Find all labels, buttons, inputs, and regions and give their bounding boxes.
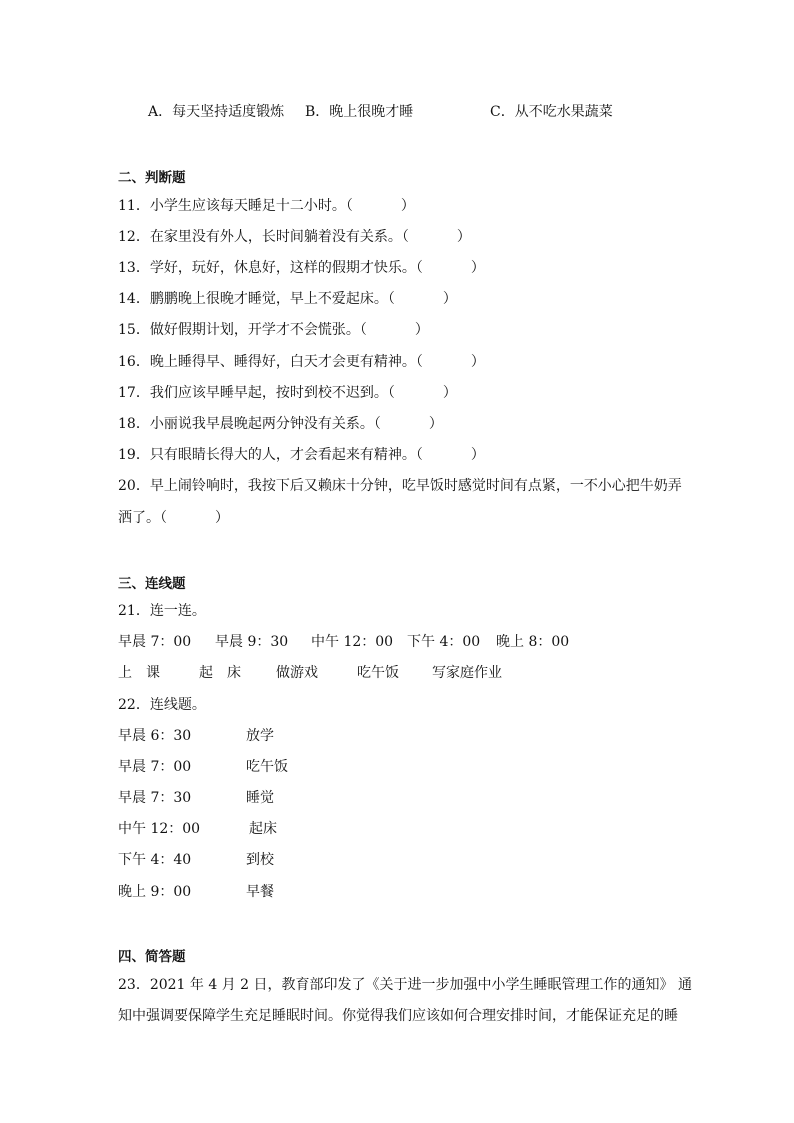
- question-18: [118, 417, 443, 431]
- q22-activity-4: 起床: [249, 821, 277, 837]
- question-text: 17．我们应该早睡早起，按时到校不迟到。（: [118, 385, 395, 401]
- q22-time-6: 晚上 9：00: [118, 884, 192, 900]
- option-c: C．从不吃水果蔬菜: [490, 104, 613, 120]
- option-b: B．晚上很晚才睡: [305, 104, 414, 120]
- question-text: 18．小丽说我早晨晚起两分钟没有关系。（: [118, 416, 381, 432]
- question-16: [118, 355, 485, 369]
- question-11: [118, 199, 415, 213]
- q22-time-2: 早晨 7：00: [118, 759, 192, 775]
- question-text: 15．做好假期计划，开学才不会慌张。（: [118, 322, 367, 338]
- answer-paren-close: ）: [470, 447, 485, 463]
- answer-paren-close: ）: [470, 354, 485, 370]
- question-14: [118, 292, 457, 306]
- q21-time-1: 早晨 7：00: [118, 634, 192, 650]
- question-20: [118, 479, 682, 493]
- option-a: A．每天坚持适度锻炼: [148, 104, 285, 120]
- section-title-matching: 三、连线题: [118, 576, 186, 592]
- answer-paren-close: ）: [400, 198, 415, 214]
- question-text: 12．在家里没有外人，长时间躺着没有关系。（: [118, 229, 409, 245]
- q22-time-3: 早晨 7：30: [118, 790, 192, 806]
- q22-activity-3: 睡觉: [246, 790, 274, 806]
- question-20-continued: [118, 511, 229, 525]
- q21-activity-4: 吃午饭: [357, 665, 399, 681]
- question-13: [118, 261, 485, 275]
- question-text: 16．晚上睡得早、睡得好，白天才会更有精神。（: [118, 354, 423, 370]
- question-text: 11．小学生应该每天睡足十二小时。（: [118, 198, 353, 214]
- answer-paren-close: ）: [456, 229, 471, 245]
- q22-time-5: 下午 4：40: [118, 852, 192, 868]
- question-text: 13．学好，玩好，休息好，这样的假期才快乐。（: [118, 260, 423, 276]
- q22-activity-1: 放学: [246, 728, 274, 744]
- section-title-judgement: 二、判断题: [118, 170, 186, 186]
- q22-activity-6: 早餐: [246, 884, 274, 900]
- q22-time-1: 早晨 6：30: [118, 728, 192, 744]
- answer-paren-close: ）: [442, 291, 457, 307]
- q22-activity-2: 吃午饭: [246, 759, 288, 775]
- q21-time-2: 早晨 9：30: [215, 634, 289, 650]
- question-text: 洒了。（: [118, 510, 167, 526]
- q21-activity-2: 起 床: [199, 665, 241, 681]
- q22-activity-5: 到校: [246, 852, 274, 868]
- question-19: [118, 448, 485, 462]
- q21-activity-3: 做游戏: [276, 665, 318, 681]
- q21-time-4: 下午 4：00: [407, 634, 481, 650]
- question-22: 22．连线题。: [118, 697, 206, 713]
- q21-time-5: 晚上 8：00: [496, 634, 570, 650]
- answer-paren-close: ）: [442, 385, 457, 401]
- question-text: 19．只有眼睛长得大的人，才会看起来有精神。（: [118, 447, 423, 463]
- question-21: 21．连一连。: [118, 603, 206, 619]
- q21-activity-5: 写家庭作业: [432, 665, 502, 681]
- question-12: [118, 230, 471, 244]
- section-title-short-answer: 四、简答题: [118, 949, 186, 965]
- answer-paren-close: ）: [428, 416, 443, 432]
- answer-paren-close: ）: [215, 510, 229, 526]
- answer-paren-close: ）: [414, 322, 429, 338]
- q21-activity-1: 上 课: [118, 665, 160, 681]
- question-text: 14．鹏鹏晚上很晚才睡觉，早上不爱起床。（: [118, 291, 395, 307]
- answer-paren-close: ）: [470, 260, 485, 276]
- question-17: [118, 386, 457, 400]
- question-text: 20．早上闹铃响时，我按下后又赖床十分钟，吃早饭时感觉时间有点紧，一不小心把牛奶弄: [118, 478, 682, 494]
- q22-time-4: 中午 12：00: [118, 821, 201, 837]
- question-23-line-2: 知中强调要保障学生充足睡眠时间。你觉得我们应该如何合理安排时间，才能保证充足的睡: [118, 1008, 678, 1024]
- question-23-line-1: 23．2021 年 4 月 2 日，教育部印发了《关于进一步加强中小学生睡眠管理工作的通知》 通: [118, 977, 692, 993]
- question-15: [118, 323, 429, 337]
- q21-time-3: 中午 12：00: [311, 634, 394, 650]
